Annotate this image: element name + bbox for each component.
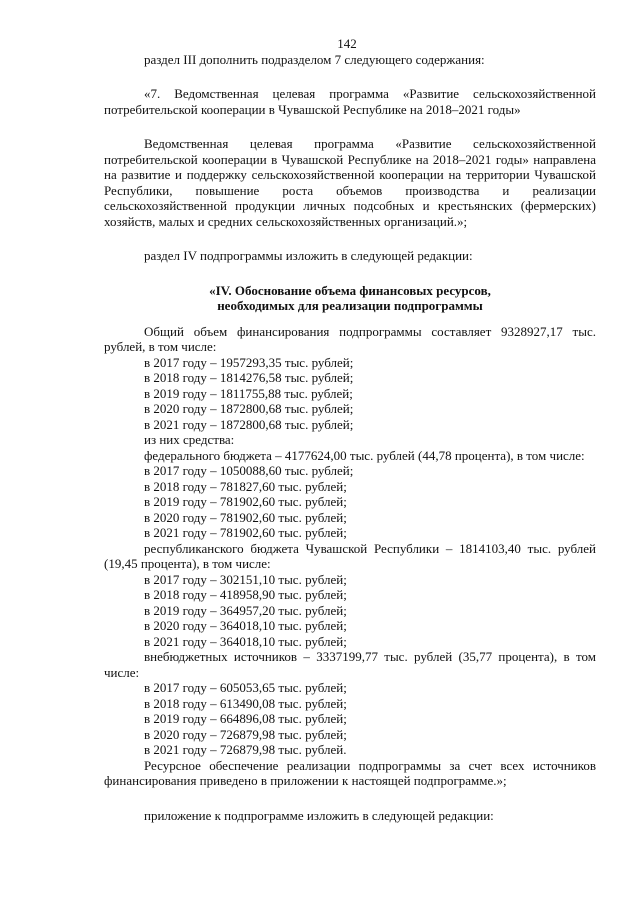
federal-year-line: в 2021 году – 781902,60 тыс. рублей; [144, 525, 347, 540]
intro-section-four: раздел IV подпрограммы изложить в следующей редакции: [144, 248, 473, 263]
total-year-line: в 2018 году – 1814276,58 тыс. рублей; [144, 370, 354, 385]
total-year-line: в 2021 году – 1872800,68 тыс. рублей; [144, 416, 354, 432]
extrabudget-year-line: в 2018 году – 613490,08 тыс. рублей; [144, 695, 347, 711]
republic-year-line: в 2020 году – 364018,10 тыс. рублей; [144, 618, 347, 633]
section-heading-line2: необходимых для реализации подпрограммы [217, 298, 483, 313]
section-heading-line1: «IV. Обоснование объема финансовых ресурсов, [209, 282, 491, 298]
total-year-line: в 2019 году – 1811755,88 тыс. рублей; [144, 385, 353, 401]
resource-provision: Ресурсное обеспечение реализации подпрограммы за счет всех источников финансирования приведено в приложении к настоящей подпрограмме.»; [104, 757, 596, 788]
total-year-line: в 2020 году – 1872800,68 тыс. рублей; [144, 401, 354, 416]
intro-section-three: раздел III дополнить подразделом 7 следующего содержания: [144, 51, 485, 67]
total-financing: Общий объем финансирования подпрограммы составляет 9328927,17 тыс. рублей, в том числе: [104, 323, 596, 354]
program-title: «7. Ведомственная целевая программа «Развитие сельскохозяйственной потребительской кооперации в Чувашской Республике на 2018–2021 годы» [104, 86, 596, 117]
republic-year-line: в 2018 году – 418958,90 тыс. рублей; [144, 587, 347, 602]
federal-year-line: в 2020 году – 781902,60 тыс. рублей; [144, 509, 347, 525]
extrabudget-year-line: в 2020 году – 726879,98 тыс. рублей; [144, 726, 347, 742]
republic-year-line: в 2017 году – 302151,10 тыс. рублей; [144, 571, 347, 587]
program-description: Ведомственная целевая программа «Развитие сельскохозяйственной потребительской кооперации в Чувашской Республике на 2018–2021 годы» направлена на развитие и поддержку сельскохозяйственной кооперации на территории Чувашской Республики, повышение роста объемов производства и реализации сельскохозяйственной продукции личных подсобных и крестьянских (фермерских) хозяйств, малых и средних сельскохозяйственных организаций.»; [104, 136, 596, 229]
sources-intro: из них средства: [144, 432, 235, 447]
extrabudget-year-line: в 2017 году – 605053,65 тыс. рублей; [144, 680, 347, 695]
extrabudget-year-line: в 2021 году – 726879,98 тыс. рублей. [144, 742, 347, 757]
section-heading [104, 283, 596, 314]
extrabudget-year-line: в 2019 году – 664896,08 тыс. рублей; [144, 711, 347, 726]
federal-year-line: в 2019 году – 781902,60 тыс. рублей; [144, 494, 347, 509]
appendix-intro: приложение к подпрограмме изложить в следующей редакции: [144, 807, 494, 823]
extrabudget-sources: внебюджетных источников – 3337199,77 тыс. рублей (35,77 процента), в том числе: [104, 649, 596, 680]
republic-budget: республиканского бюджета Чувашской Республики – 1814103,40 тыс. рублей (19,45 процента), в том числе: [104, 540, 596, 571]
total-year-line: в 2017 году – 1957293,35 тыс. рублей; [144, 354, 354, 370]
page-number: 142 [337, 36, 357, 51]
federal-year-line: в 2018 году – 781827,60 тыс. рублей; [144, 478, 347, 494]
federal-budget: федерального бюджета – 4177624,00 тыс. рублей (44,78 процента), в том числе: [144, 447, 585, 463]
republic-year-line: в 2019 году – 364957,20 тыс. рублей; [144, 602, 347, 618]
federal-year-line: в 2017 году – 1050088,60 тыс. рублей; [144, 463, 354, 478]
republic-year-line: в 2021 году – 364018,10 тыс. рублей; [144, 633, 347, 649]
page-content [104, 36, 596, 823]
